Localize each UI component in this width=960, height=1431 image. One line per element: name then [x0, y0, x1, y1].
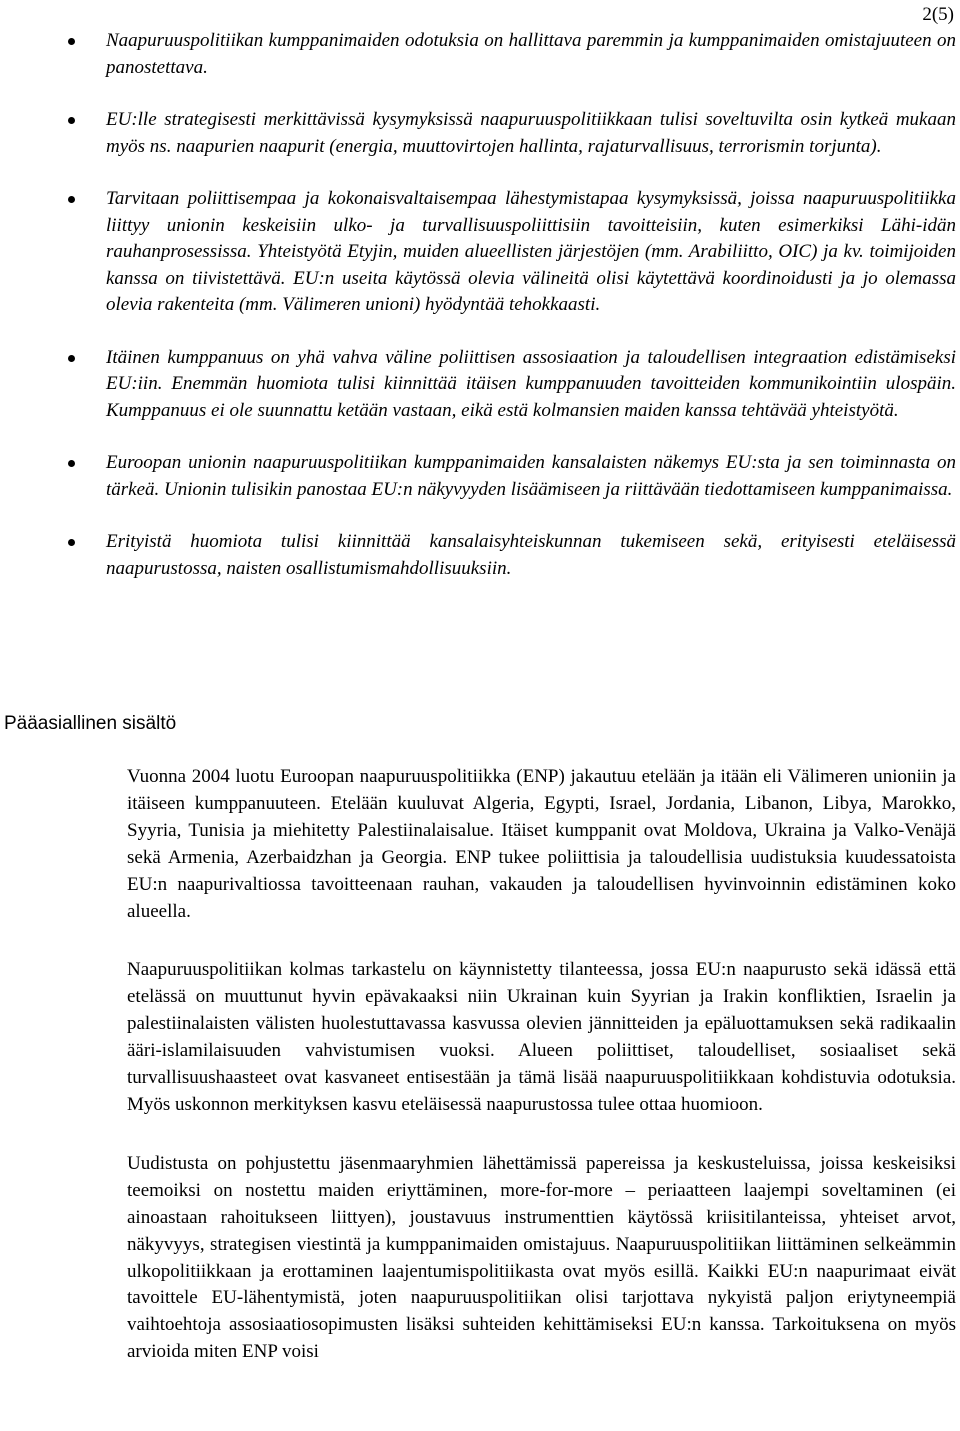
- bullet-icon: [68, 355, 75, 362]
- list-item: [0, 28, 960, 81]
- paragraph: Vuonna 2004 luotu Euroopan naapuruuspolitiikka (ENP) jakautuu etelään ja itään eli Välimeren unioniin ja itäiseen kumppanuuteen. Etelään kuuluvat Algeria, Egypti, Israel, Jordania, Libanon, Libya, Marokko, Syyria, Tunisia ja miehitetty Palestiinalaisalue. Itäiset kumppanit ovat Moldova, Ukraina ja Valko-Venäjä sekä Armenia, Azerbaidzhan ja Georgia. ENP tukee poliittisia ja taloudellisia uudistuksia kuudessatoista EU:n naapurivaltiossa tavoitteenaan rauhan, vakauden ja taloudellisen hyvinvoinnin edistäminen koko alueella.: [127, 766, 956, 922]
- page-number: 2(5): [922, 4, 954, 25]
- list-item: [0, 107, 960, 160]
- bullet-text: EU:lle strategisesti merkittävissä kysymyksissä naapuruuspolitiikkaan tulisi soveltuvilta osin kytkeä mukaan myös ns. naapurien naapurit (energia, muuttovirtojen hallinta, rajaturvallisuus, terrorismin torjunta).: [106, 109, 956, 157]
- bullet-text: Tarvitaan poliittisempaa ja kokonaisvaltaisempaa lähestymistapaa kysymyksissä, joissa naapuruuspolitiikka liittyy unionin keskeisiin ulko- ja turvallisuuspoliittisiin tavoitteisiin, kuten esimerkiksi Lähi-idän rauhanprosessissa. Yhteistyötä Etyjin, muiden alueellisten järjestöjen (mm. Arabiliitto, OIC) ja kv. toimijoiden kanssa on tiivistettävä. EU:n useita käytössä olevia välineitä olisi käytettävä koordinoidusti ja jo olemassa olevia rakenteita (mm. Välimeren unioni) hyödyntää tehokkaasti.: [106, 188, 956, 315]
- bullet-text: Itäinen kumppanuus on yhä vahva väline poliittisen assosiaation ja taloudellisen integraation edistämiseksi EU:iin. Enemmän huomiota tulisi kiinnittää itäisen kumppanuuden tavoitteiden kommunikointiin ulospäin. Kumppanuus ei ole suunnattu ketään vastaan, eikä estä kolmansien maiden kanssa tehtävää yhteistyötä.: [106, 346, 956, 421]
- list-item: [0, 345, 960, 425]
- bullet-icon: [68, 196, 75, 203]
- list-item: [0, 529, 960, 582]
- bullet-text: Erityistä huomiota tulisi kiinnittää kansalaisyhteiskunnan tukemiseen sekä, erityisesti eteläisessä naapurustossa, naisten osallistumismahdollisuuksiin.: [106, 531, 956, 579]
- list-item: [0, 186, 960, 319]
- section-heading: Pääasiallinen sisältö: [4, 713, 177, 734]
- bullet-icon: [68, 117, 75, 124]
- body-text: [127, 764, 956, 1398]
- list-item: [0, 450, 960, 503]
- bullet-icon: [68, 38, 75, 45]
- bullet-text: Naapuruuspolitiikan kumppanimaiden odotuksia on hallittava paremmin ja kumppanimaiden omistajuuteen on panostettava.: [106, 30, 956, 78]
- bullet-text: Euroopan unionin naapuruuspolitiikan kumppanimaiden kansalaisten näkemys EU:sta ja sen toiminnasta on tärkeä. Unionin tulisikin panostaa EU:n näkyvyyden lisäämiseen ja riittävään tiedottamiseen kumppanimaissa.: [106, 452, 956, 500]
- paragraph: Naapuruuspolitiikan kolmas tarkastelu on käynnistetty tilanteessa, jossa EU:n naapurusto sekä idässä että etelässä on muuttunut hyvin epävakaaksi niin Ukrainan kuin Syyrian ja Irakin konfliktien, Israelin ja palestiinalaisten välisten huolestuttavassa kasvussa olevien jännitteiden ja epäluottamuksen sekä radikaalin ääri-islamilaisuuden vahvistumisen vuoksi. Alueen poliittiset, taloudelliset, sosiaaliset sekä turvallisuushaasteet ovat kasvaneet entisestään ja tämä lisää naapuruuspolitiikkaan kohdistuvia odotuksia. Myös uskonnon merkityksen kasvu eteläisessä naapurustossa tulee ottaa huomioon.: [127, 959, 956, 1115]
- paragraph: Uudistusta on pohjustettu jäsenmaaryhmien lähettämissä papereissa ja keskusteluissa, joissa keskeisiksi teemoiksi on nostettu maiden eriyttäminen, more-for-more – periaatteen laajempi soveltaminen (ei ainoastaan rahoitukseen liittyen), joustavuus instrumenttien käytössä kriisitilanteissa, yhteiset arvot, näkyvyys, strategisen viestintä ja kumppanimaiden omistajuus. Naapuruuspolitiikan liittäminen selkeämmin ulkopolitiikkaan ja erottaminen laajentumispolitiikasta ovat myös esillä. Kaikki EU:n naapurimaat eivät tavoittele EU-lähentymistä, joten naapuruuspolitiikan olisi tarjottava nykyistä paljon eriytyneempiä vaihtoehtoja assosiaatiosopimusten lisäksi suhteiden kehittämiseksi EU:n kanssa. Tarkoituksena on myös arvioida miten ENP voisi: [127, 1152, 956, 1363]
- bullet-icon: [68, 539, 75, 546]
- bullet-list: [0, 28, 960, 608]
- bullet-icon: [68, 460, 75, 467]
